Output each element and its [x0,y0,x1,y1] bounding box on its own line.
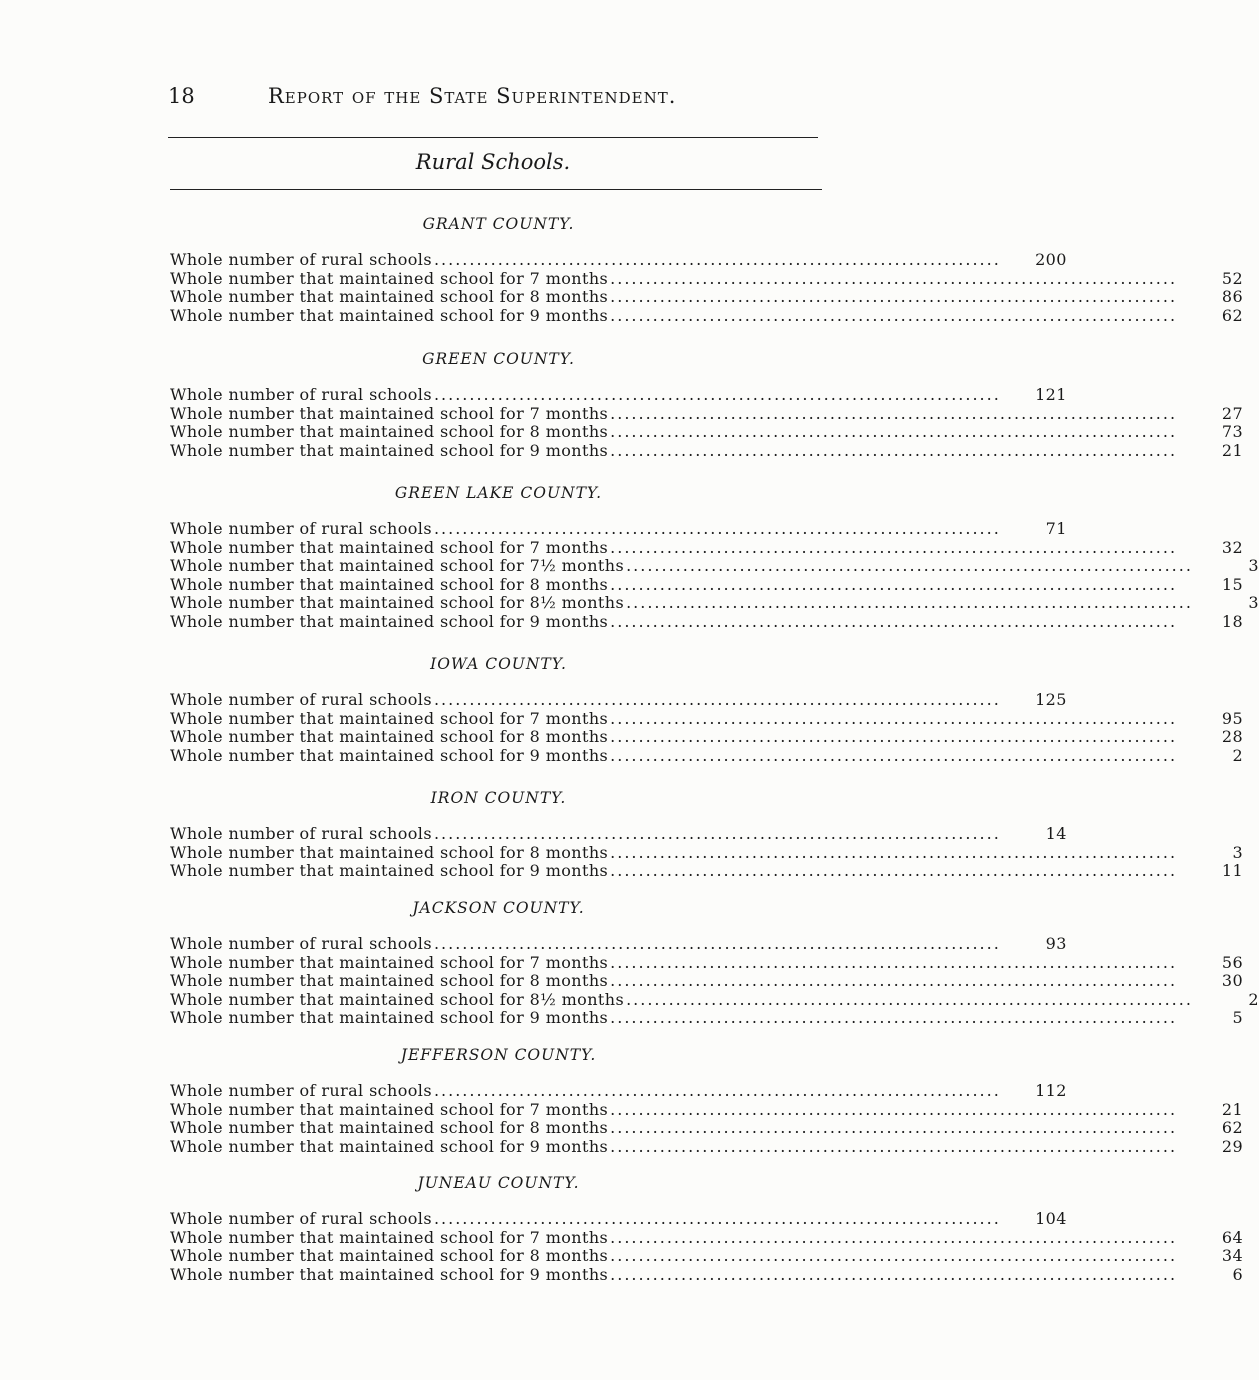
dot-leader: ................................................................................ [433,690,1001,709]
row-label: Whole number that maintained school for 8 months [170,287,609,307]
dot-leader: ................................................................................ [610,422,1178,442]
dot-leader: ................................................................................ [433,385,1001,404]
row-value: 5 [1232,1008,1244,1028]
table-row [170,1099,1244,1120]
row-label: Whole number that maintained school for 8 months [170,574,609,594]
row-value: 30 [1221,971,1244,991]
table-row [170,556,1259,576]
county-title: JEFFERSON COUNTY. [400,1046,597,1064]
county-rows [170,824,1244,881]
row-label: Whole number that maintained school for 8 months [170,971,609,991]
row-label: Whole number that maintained school for 7 months [170,952,609,972]
table-row [170,422,1244,442]
table-row [170,403,1244,424]
row-value: 56 [1221,952,1244,972]
dot-leader: ................................................................................ [610,745,1178,765]
table-row [170,1209,1067,1229]
dot-leader: ................................................................................ [610,727,1178,747]
table-row [170,1246,1244,1266]
row-label: Whole number that maintained school for 9 months [170,745,609,765]
table-row [170,1264,1244,1285]
county-section [170,654,1244,765]
dot-leader: ................................................................................ [610,842,1178,862]
dot-leader: ................................................................................ [610,1118,1178,1138]
dot-leader: ................................................................................ [626,593,1193,613]
row-label: Whole number that maintained school for 8 months [170,1246,609,1266]
row-value: 71 [1045,519,1067,538]
table-row [170,519,1067,539]
row-value: 14 [1045,824,1067,843]
dot-leader: ................................................................................ [433,250,1001,269]
table-row [170,1227,1244,1248]
row-value: 3 [1248,593,1259,613]
table-row [170,824,1067,844]
dot-leader: ................................................................................ [610,1099,1178,1119]
dot-leader: ................................................................................ [610,287,1178,307]
table-row [170,440,1244,461]
row-value: 28 [1221,727,1244,747]
row-value: 6 [1232,1264,1244,1284]
row-label: Whole number that maintained school for 8½ months [170,593,625,613]
dot-leader: ................................................................................ [610,1227,1178,1247]
dot-leader: ................................................................................ [433,934,1001,953]
county-rows [170,250,1244,325]
county-section [170,1045,1244,1156]
row-value: 32 [1221,537,1244,557]
table-row [170,287,1244,307]
table-row [170,952,1244,973]
dot-leader: ................................................................................ [610,1136,1178,1156]
dot-leader: ................................................................................ [610,952,1178,972]
row-value: 3 [1232,842,1244,862]
table-row [170,1008,1244,1028]
county-section [170,898,1259,1028]
dot-leader: ................................................................................ [610,1264,1178,1284]
row-label: Whole number that maintained school for 8 months [170,1118,609,1138]
row-label: Whole number that maintained school for 7 months [170,1099,609,1119]
row-label: Whole number of rural schools [170,1081,432,1100]
row-label: Whole number that maintained school for 9 months [170,440,609,460]
row-value: 21 [1221,440,1244,460]
row-value: 104 [1035,1209,1067,1228]
row-label: Whole number of rural schools [170,250,432,269]
row-label: Whole number of rural schools [170,824,432,843]
county-title: GRANT COUNTY. [422,215,575,233]
table-row [170,268,1244,289]
county-title: IOWA COUNTY. [430,655,567,673]
row-value: 93 [1045,934,1067,953]
dot-leader: ................................................................................ [626,989,1193,1009]
table-row [170,842,1244,863]
county-section [170,349,1244,460]
table-row [170,745,1244,766]
dot-leader: ................................................................................ [433,1081,1001,1100]
row-label: Whole number that maintained school for 9 months [170,1264,609,1284]
row-label: Whole number that maintained school for 7 months [170,1227,609,1247]
dot-leader: ................................................................................ [626,556,1193,576]
table-row [170,690,1067,710]
county-rows [170,690,1244,765]
row-label: Whole number that maintained school for 7½ months [170,556,625,576]
page-header [168,84,818,114]
section-title: Rural Schools. [415,150,571,174]
row-value: 62 [1221,1118,1244,1138]
county-rows [170,519,1259,632]
county-section [170,1173,1244,1284]
dot-leader: ................................................................................ [610,537,1178,557]
dot-leader: ................................................................................ [610,440,1178,460]
row-value: 200 [1035,250,1067,269]
row-value: 11 [1221,861,1244,881]
dot-leader: ................................................................................ [433,519,1001,538]
dot-leader: ................................................................................ [610,861,1178,881]
row-label: Whole number that maintained school for 8 months [170,727,609,747]
county-title: GREEN LAKE COUNTY. [394,484,603,502]
table-row [170,537,1244,558]
row-label: Whole number of rural schools [170,385,432,404]
county-section [170,788,1244,881]
row-value: 2 [1232,745,1244,765]
table-row [170,250,1067,270]
table-row [170,1081,1067,1101]
county-rows [170,385,1244,460]
table-row [170,1136,1244,1157]
table-row [170,708,1244,729]
row-value: 95 [1221,708,1244,728]
table-row [170,574,1244,595]
row-value: 112 [1035,1081,1067,1100]
row-label: Whole number that maintained school for 8 months [170,842,609,862]
dot-leader: ................................................................................ [610,403,1178,423]
table-row [170,989,1259,1010]
row-value: 18 [1221,611,1244,631]
row-value: 86 [1221,287,1244,307]
running-head: Report of the State Superintendent. [268,84,677,108]
row-value: 64 [1221,1227,1244,1247]
row-value: 27 [1221,403,1244,423]
row-label: Whole number that maintained school for 9 months [170,1008,609,1028]
page-number: 18 [168,84,195,108]
county-rows [170,1209,1244,1284]
row-value: 73 [1221,422,1244,442]
dot-leader: ................................................................................ [610,574,1178,594]
dot-leader: ................................................................................ [610,268,1178,288]
table-row [170,934,1067,954]
dot-leader: ................................................................................ [610,971,1178,991]
county-title: GREEN COUNTY. [422,350,575,368]
table-row [170,593,1259,613]
county-title: IRON COUNTY. [430,789,567,807]
row-value: 34 [1221,1246,1244,1266]
county-rows [170,1081,1244,1156]
row-value: 52 [1221,268,1244,288]
table-row [170,305,1244,326]
row-value: 62 [1221,305,1244,325]
county-title: JUNEAU COUNTY. [417,1174,580,1192]
row-value: 29 [1221,1136,1244,1156]
row-label: Whole number that maintained school for 9 months [170,305,609,325]
county-title: JACKSON COUNTY. [412,899,585,917]
table-row [170,727,1244,747]
county-section [170,483,1259,632]
row-label: Whole number that maintained school for 7 months [170,403,609,423]
table-row [170,971,1244,991]
row-label: Whole number that maintained school for 9 months [170,611,609,631]
row-value: 3 [1248,556,1259,576]
row-value: 125 [1035,690,1067,709]
county-section [170,214,1244,325]
table-row [170,611,1244,632]
dot-leader: ................................................................................ [610,611,1178,631]
dot-leader: ................................................................................ [610,708,1178,728]
header-rule [168,137,818,138]
row-label: Whole number that maintained school for 7 months [170,268,609,288]
table-row [170,385,1067,405]
row-label: Whole number that maintained school for 7 months [170,537,609,557]
dot-leader: ................................................................................ [610,305,1178,325]
row-label: Whole number that maintained school for 8½ months [170,989,625,1009]
section-rule [170,189,822,190]
row-label: Whole number of rural schools [170,934,432,953]
county-rows [170,934,1259,1028]
dot-leader: ................................................................................ [610,1008,1178,1028]
row-value: 21 [1221,1099,1244,1119]
row-label: Whole number of rural schools [170,690,432,709]
row-label: Whole number of rural schools [170,519,432,538]
row-value: 2 [1248,989,1259,1009]
row-label: Whole number that maintained school for 9 months [170,861,609,881]
table-row [170,1118,1244,1138]
row-value: 121 [1035,385,1067,404]
dot-leader: ................................................................................ [433,824,1001,843]
row-label: Whole number that maintained school for 8 months [170,422,609,442]
row-label: Whole number that maintained school for 7 months [170,708,609,728]
row-value: 15 [1221,574,1244,594]
dot-leader: ................................................................................ [433,1209,1001,1228]
table-row [170,861,1244,881]
row-label: Whole number that maintained school for 9 months [170,1136,609,1156]
dot-leader: ................................................................................ [610,1246,1178,1266]
row-label: Whole number of rural schools [170,1209,432,1228]
